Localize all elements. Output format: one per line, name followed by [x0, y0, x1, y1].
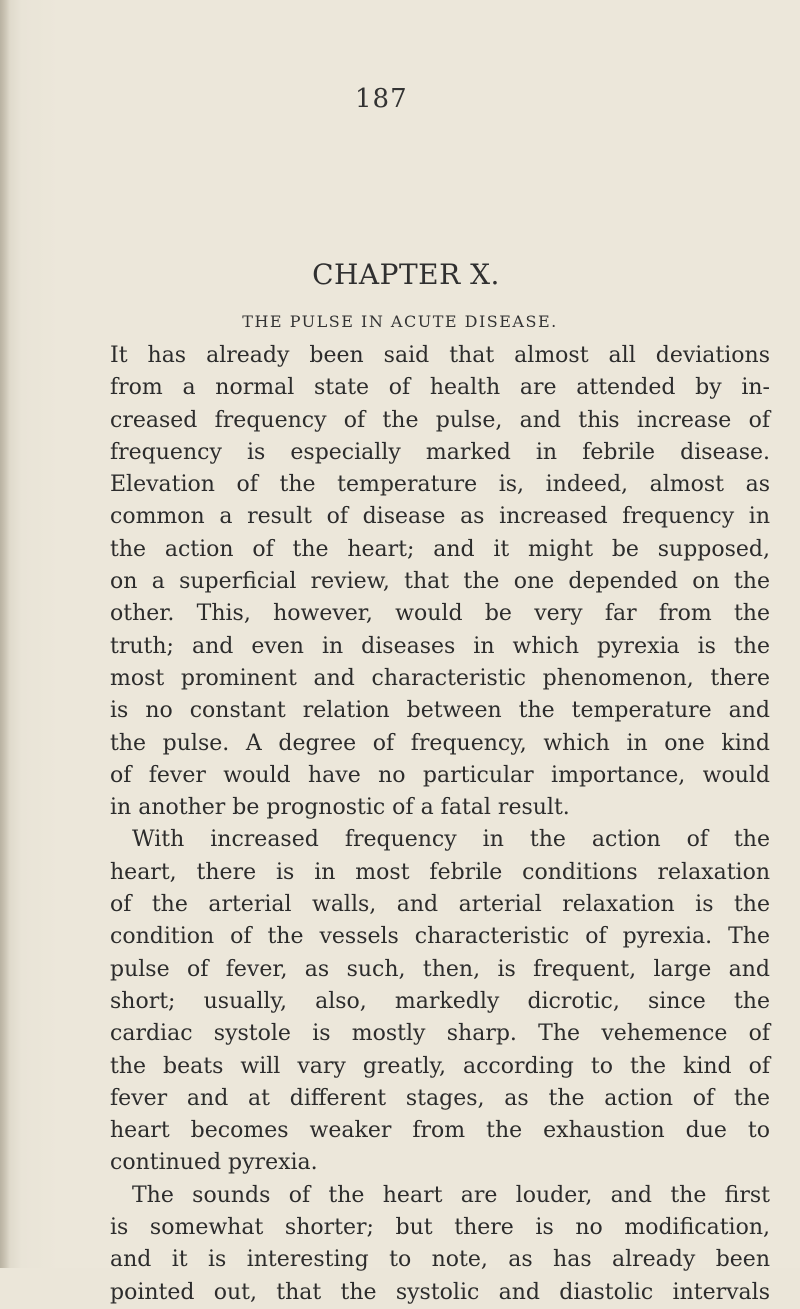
text-line: continued pyrexia.: [110, 1150, 318, 1176]
text-line: heart becomes weaker from the exhaustion due to: [110, 1118, 770, 1144]
chapter-subtitle: THE PULSE IN ACUTE DISEASE.: [242, 312, 558, 331]
text-line: other. This, however, would be very far from the: [110, 601, 770, 627]
text-line: Elevation of the temperature is, indeed, almost as: [110, 472, 770, 498]
text-line: fever and at different stages, as the action of the: [110, 1085, 770, 1111]
page-number: 187: [355, 84, 408, 114]
text-line: of the arterial walls, and arterial relaxation is the: [110, 892, 770, 918]
text-line: on a superficial review, that the one depended on the: [110, 569, 770, 595]
text-line: is no constant relation between the temperature and: [110, 698, 770, 724]
text-line: frequency is especially marked in febrile disease.: [110, 439, 770, 465]
text-line: pointed out, that the systolic and diastolic intervals: [110, 1279, 770, 1305]
text-line: the pulse. A degree of frequency, which in one kind: [110, 730, 770, 756]
text-line: cardiac systole is mostly sharp. The vehemence of: [110, 1021, 770, 1047]
text-line: condition of the vessels characteristic of pyrexia. The: [110, 924, 770, 950]
text-line: short; usually, also, markedly dicrotic, since the: [110, 988, 770, 1014]
text-line: the beats will vary greatly, according to the kind of: [110, 1053, 770, 1079]
text-line: is somewhat shorter; but there is no modification,: [110, 1215, 770, 1241]
text-line: heart, there is in most febrile conditions relaxation: [110, 859, 770, 885]
text-line: of fever would have no particular importance, would: [110, 762, 770, 788]
text-line: common a result of disease as increased frequency in: [110, 504, 770, 530]
text-line: pulse of fever, as such, then, is frequent, large and: [110, 956, 770, 982]
binding-gutter: [0, 0, 10, 1268]
chapter-heading: CHAPTER X.: [312, 258, 500, 291]
text-line: creased frequency of the pulse, and this increase of: [110, 407, 770, 433]
body-text: [110, 340, 770, 1309]
text-line: most prominent and characteristic phenomenon, there: [110, 665, 770, 691]
text-line: It has already been said that almost all deviations: [110, 343, 770, 368]
text-line: truth; and even in diseases in which pyrexia is the: [110, 633, 770, 659]
text-line: from a normal state of health are attended by in-: [110, 375, 770, 401]
text-line: the action of the heart; and it might be supposed,: [110, 536, 770, 562]
text-line: in another be prognostic of a fatal result.: [110, 795, 570, 821]
text-line: The sounds of the heart are louder, and the first: [132, 1182, 770, 1208]
text-line: With increased frequency in the action of the: [132, 827, 770, 853]
text-line: and it is interesting to note, as has already been: [110, 1247, 770, 1273]
